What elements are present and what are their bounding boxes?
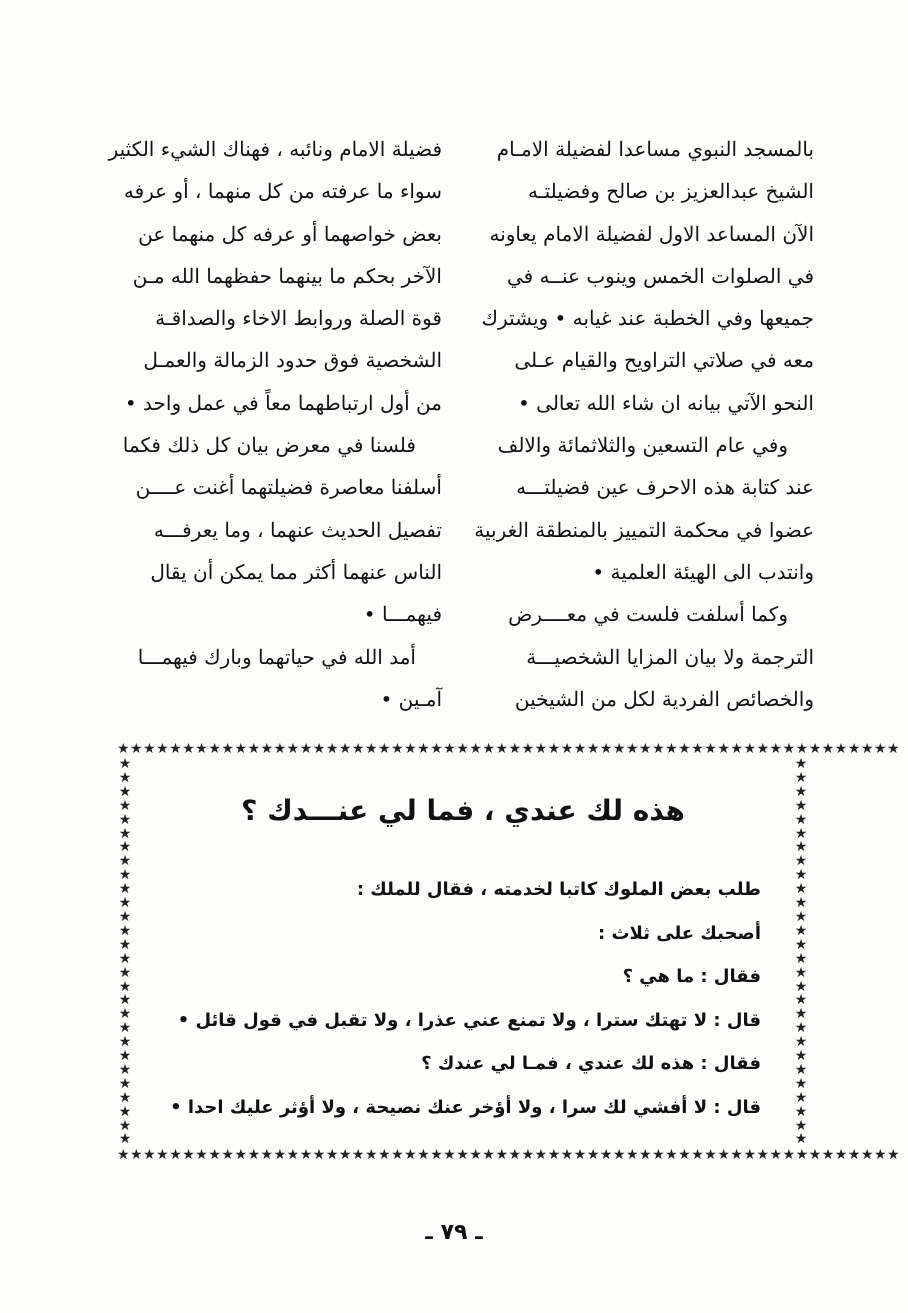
text-line: الشيخ عبدالعزيز بن صالح وفضيلتـه <box>528 179 814 204</box>
quote-box <box>117 741 901 1164</box>
text-line: بعض خواصهما أو عرفه كل منهما عن <box>138 221 442 246</box>
text-line: أسلفنا معاصرة فضيلتهما أغنت عــــن <box>135 475 442 500</box>
text-line: وانتدب الى الهيئة العلمية • <box>592 559 814 584</box>
text-line: في الصلوات الخمس وينوب عنــه في <box>506 263 814 288</box>
text-line: وكما أسلفت فلست في معــــرض <box>508 602 788 627</box>
text-line: عضوا في محكمة التمييز بالمنطقة الغربية <box>474 517 814 542</box>
text-line: والخصائص الفردية لكل من الشيخين <box>514 686 814 711</box>
text-line: عند كتابة هذه الاحرف عين فضيلتـــه <box>516 475 814 500</box>
text-line: سواء ما عرفته من كل منهما ، أو عرفه <box>123 179 442 204</box>
text-line: فيهمـــا • <box>363 602 442 627</box>
text-line: النحو الآتي بيانه ان شاء الله تعالى • <box>518 390 814 415</box>
text-line: بالمسجد النبوي مساعدا لفضيلة الامـام <box>496 137 814 161</box>
text-line: الآن المساعد الاول لفضيلة الامام يعاونه <box>489 221 814 246</box>
text-line: فلسنا في معرض بيان كل ذلك فكما <box>122 433 416 458</box>
text-line: تفصيل الحديث عنهما ، وما يعرفـــه <box>153 517 442 542</box>
star-border-right: ★★★★★★★★★★★★★★★★★★★★★★★★★★★★ <box>794 756 808 1148</box>
star-border-top: ★★★★★★★★★★★★★★★★★★★★★★★★★★★★★★★★★★★★★★★★★★★★★★★★★★★★★★★★★★★★ <box>117 741 901 757</box>
text-line: جميعها وفي الخطبة عند غيابه • ويشترك <box>481 306 814 331</box>
text-line: الآخر بحكم ما بينهما حفظهما الله مـن <box>132 263 442 288</box>
page-number: ـ ٧٩ ـ <box>425 1220 483 1245</box>
text-line: آمـين • <box>380 686 442 711</box>
box-line: قال : لا تهتك سترا ، ولا تمنع عني عذرا ، ولا تقبل في قول قائل • <box>177 1009 761 1031</box>
box-line: فقال : ما هي ؟ <box>622 966 761 987</box>
box-line: طلب بعض الملوك كاتبا لخدمته ، فقال للملك : <box>356 879 761 900</box>
box-line: قال : لا أفشي لك سرا ، ولا أؤخر عنك نصيحة ، ولا أؤثر عليك احدا • <box>170 1096 761 1118</box>
text-line: من أول ارتباطهما معاً في عمل واحد • <box>124 390 442 415</box>
text-line: أمد الله في حياتهما وبارك فيهمـــا <box>137 644 416 669</box>
text-line: معه في صلاتي التراويح والقيام عـلى <box>514 348 814 373</box>
text-line: وفي عام التسعين والثلاثمائة والالف <box>497 433 788 458</box>
text-line: فضيلة الامام ونائبه ، فهناك الشيء الكثير <box>108 137 442 161</box>
box-body <box>157 868 761 1129</box>
box-title: هذه لك عندي ، فما لي عنـــدك ؟ <box>241 794 685 827</box>
box-line: أصحبك على ثلاث : <box>597 922 761 944</box>
text-line: الناس عنهما أكثر مما يمكن أن يقال <box>150 559 442 584</box>
text-line: قوة الصلة وروابط الاخاء والصداقـة <box>155 306 442 331</box>
star-border-left: ★★★★★★★★★★★★★★★★★★★★★★★★★★★★ <box>118 756 132 1148</box>
right-text-column <box>474 128 814 720</box>
star-border-bottom: ★★★★★★★★★★★★★★★★★★★★★★★★★★★★★★★★★★★★★★★★★★★★★★★★★★★★★★★★★★★★ <box>117 1147 901 1163</box>
text-line: الترجمة ولا بيان المزايا الشخصيـــة <box>526 644 814 669</box>
left-text-column <box>108 128 442 720</box>
text-line: الشخصية فوق حدود الزمالة والعمـل <box>143 348 442 373</box>
box-line: فقال : هذه لك عندي ، فمـا لي عندك ؟ <box>421 1053 761 1074</box>
